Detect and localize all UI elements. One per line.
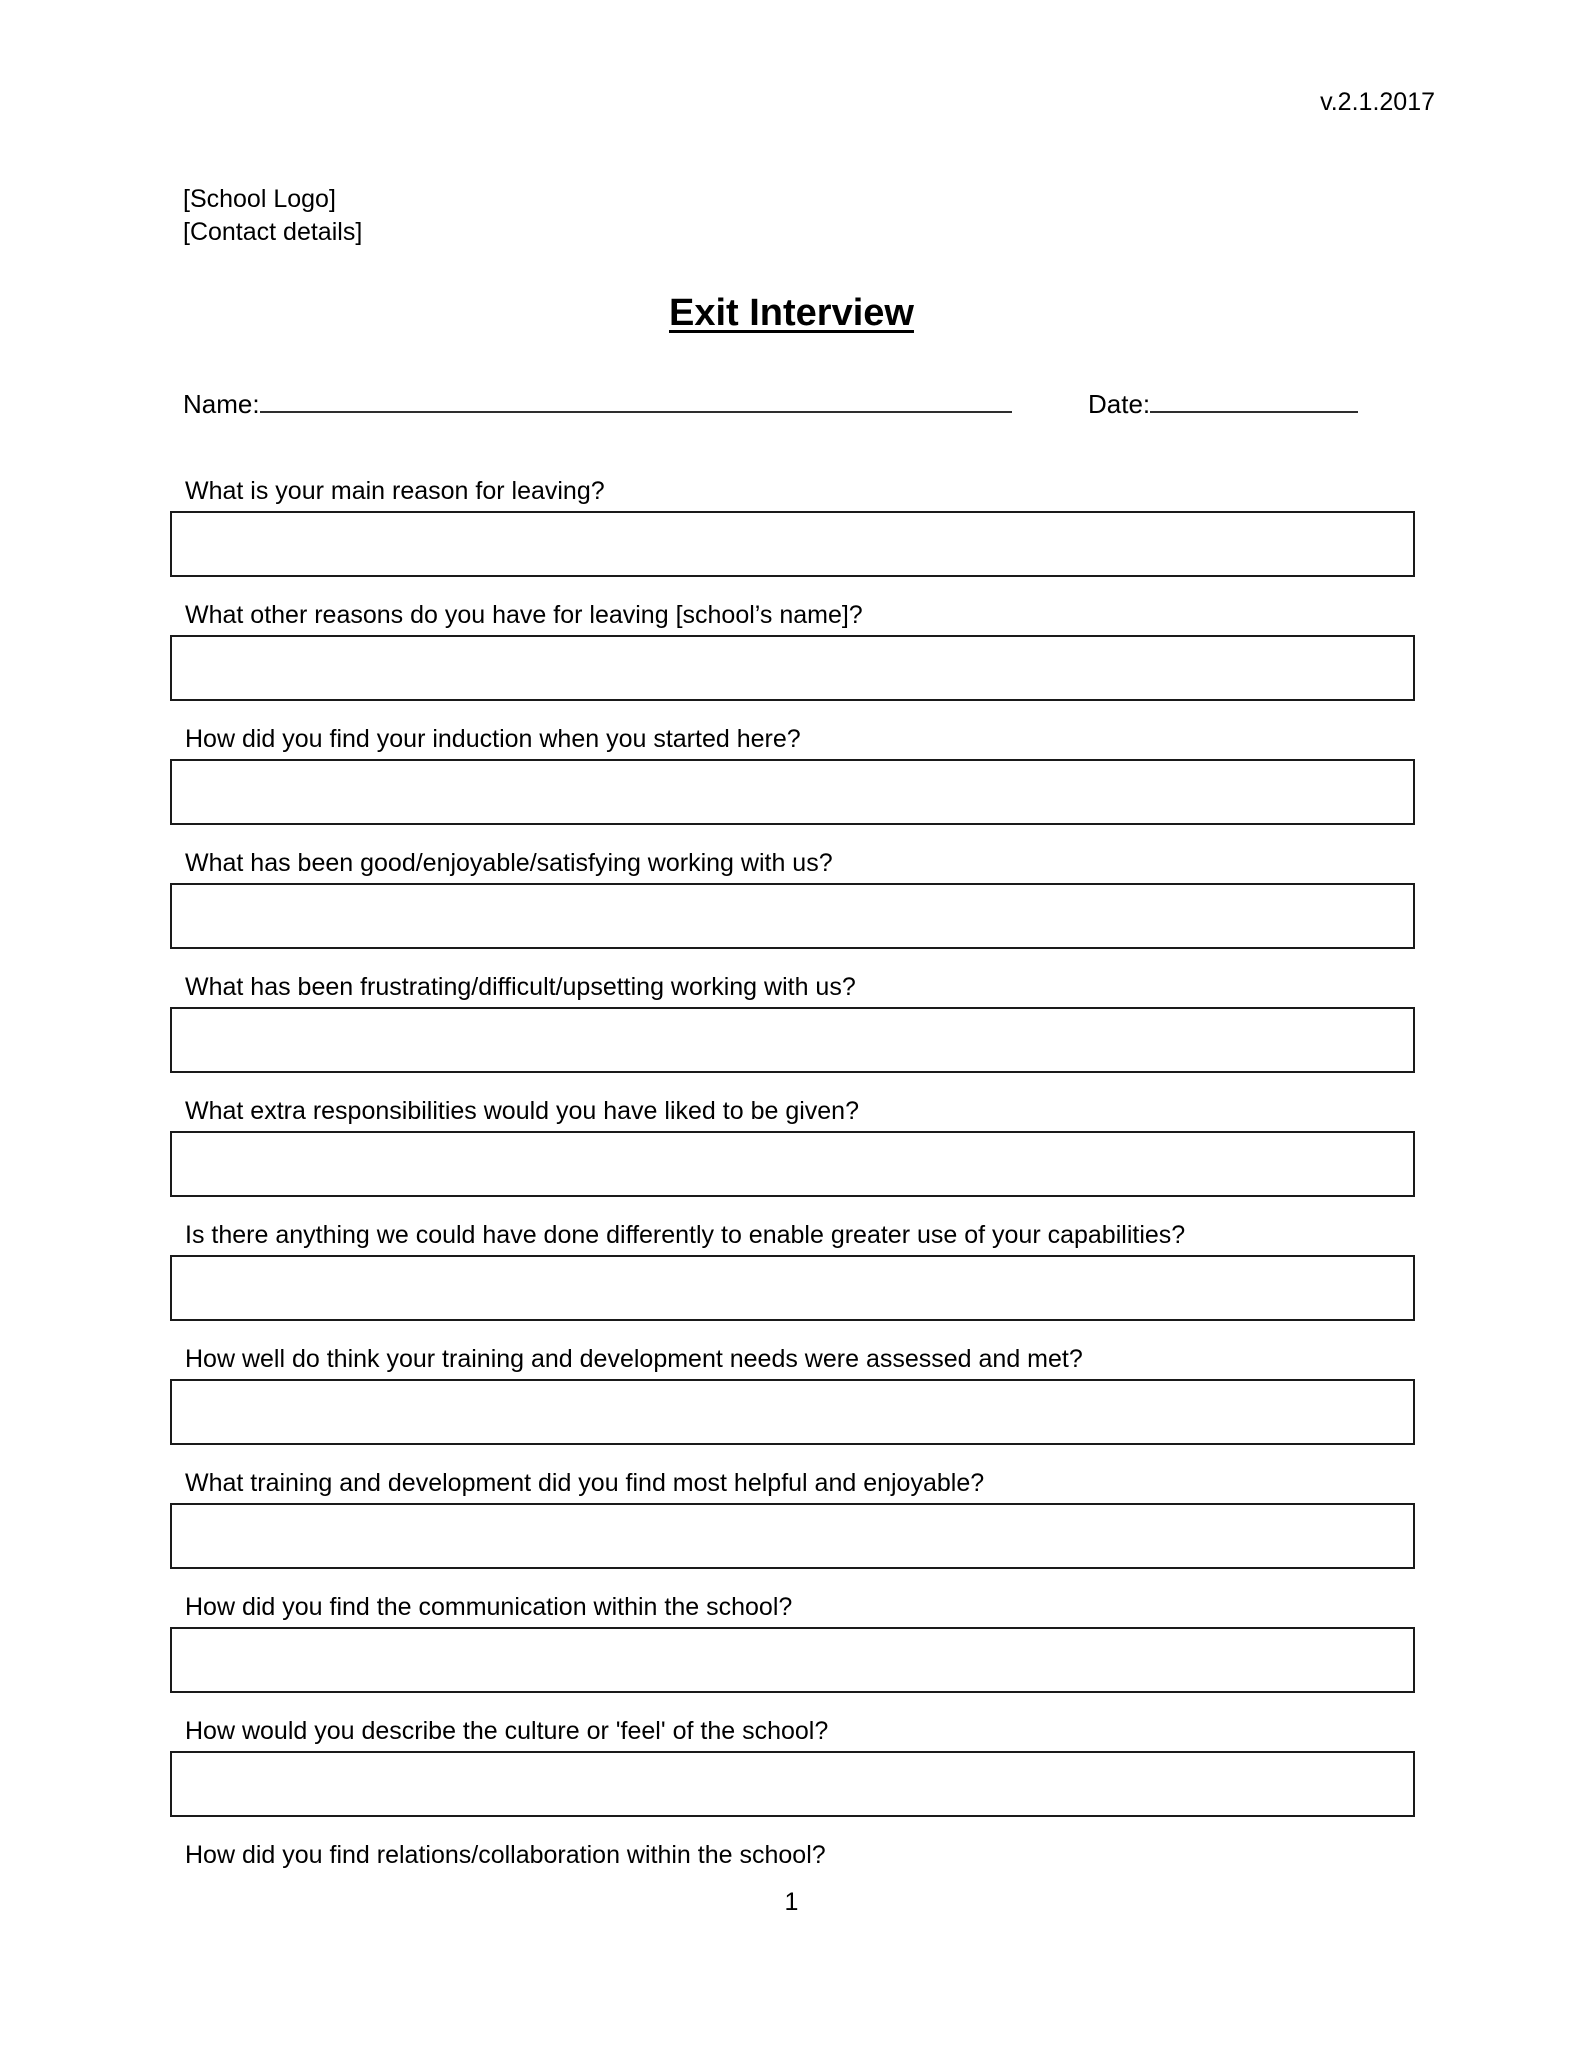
- question-block: [170, 1592, 1415, 1693]
- question-label: How did you find relations/collaboration within the school?: [185, 1841, 826, 1869]
- question-label: What is your main reason for leaving?: [185, 477, 605, 505]
- question-block: [170, 1840, 1415, 1870]
- question-block: [170, 600, 1415, 701]
- answer-box[interactable]: [170, 1627, 1415, 1693]
- question-label: How would you describe the culture or 'feel' of the school?: [185, 1717, 829, 1745]
- letterhead-line-contact: [Contact details]: [183, 218, 363, 246]
- page-number: 1: [784, 1888, 799, 1916]
- answer-box[interactable]: [170, 635, 1415, 701]
- answer-box[interactable]: [170, 1751, 1415, 1817]
- answer-box[interactable]: [170, 1255, 1415, 1321]
- question-label: What other reasons do you have for leaving [school’s name]?: [185, 601, 863, 629]
- page-title: [0, 294, 1583, 334]
- question-block: [170, 1220, 1415, 1321]
- question-block: [170, 1096, 1415, 1197]
- question-block: [170, 476, 1415, 577]
- version-label: v.2.1.2017: [1320, 88, 1435, 116]
- question-block: [170, 848, 1415, 949]
- question-block: [170, 1344, 1415, 1445]
- question-block: [170, 724, 1415, 825]
- letterhead-line-logo: [School Logo]: [183, 185, 336, 213]
- question-block: [170, 1468, 1415, 1569]
- question-label: Is there anything we could have done differently to enable greater use of your capabilities?: [185, 1221, 1186, 1249]
- question-label: What extra responsibilities would you have liked to be given?: [185, 1097, 859, 1125]
- date-field[interactable]: [1088, 383, 1358, 424]
- question-label: What has been good/enjoyable/satisfying working with us?: [185, 849, 833, 877]
- name-field-label: Name:: [183, 389, 260, 419]
- date-input[interactable]: [1150, 383, 1358, 413]
- question-list: [170, 476, 1415, 1893]
- question-label: How did you find the communication within the school?: [185, 1593, 793, 1621]
- letterhead: [183, 183, 362, 249]
- answer-box[interactable]: [170, 1503, 1415, 1569]
- answer-box[interactable]: [170, 1131, 1415, 1197]
- date-field-label: Date:: [1088, 389, 1151, 419]
- answer-box[interactable]: [170, 1007, 1415, 1073]
- answer-box[interactable]: [170, 1379, 1415, 1445]
- question-label: How did you find your induction when you started here?: [185, 725, 801, 753]
- question-label: What training and development did you find most helpful and enjoyable?: [185, 1469, 985, 1497]
- name-field[interactable]: [183, 383, 1012, 424]
- question-block: [170, 972, 1415, 1073]
- answer-box[interactable]: [170, 759, 1415, 825]
- answer-box[interactable]: [170, 883, 1415, 949]
- question-block: [170, 1716, 1415, 1817]
- question-label: How well do think your training and development needs were assessed and met?: [185, 1345, 1083, 1373]
- question-label: What has been frustrating/difficult/upsetting working with us?: [185, 973, 856, 1001]
- answer-box[interactable]: [170, 511, 1415, 577]
- name-input[interactable]: [260, 383, 1012, 413]
- page-title-text: Exit Interview: [669, 292, 914, 334]
- identity-fields-row: [183, 383, 1413, 423]
